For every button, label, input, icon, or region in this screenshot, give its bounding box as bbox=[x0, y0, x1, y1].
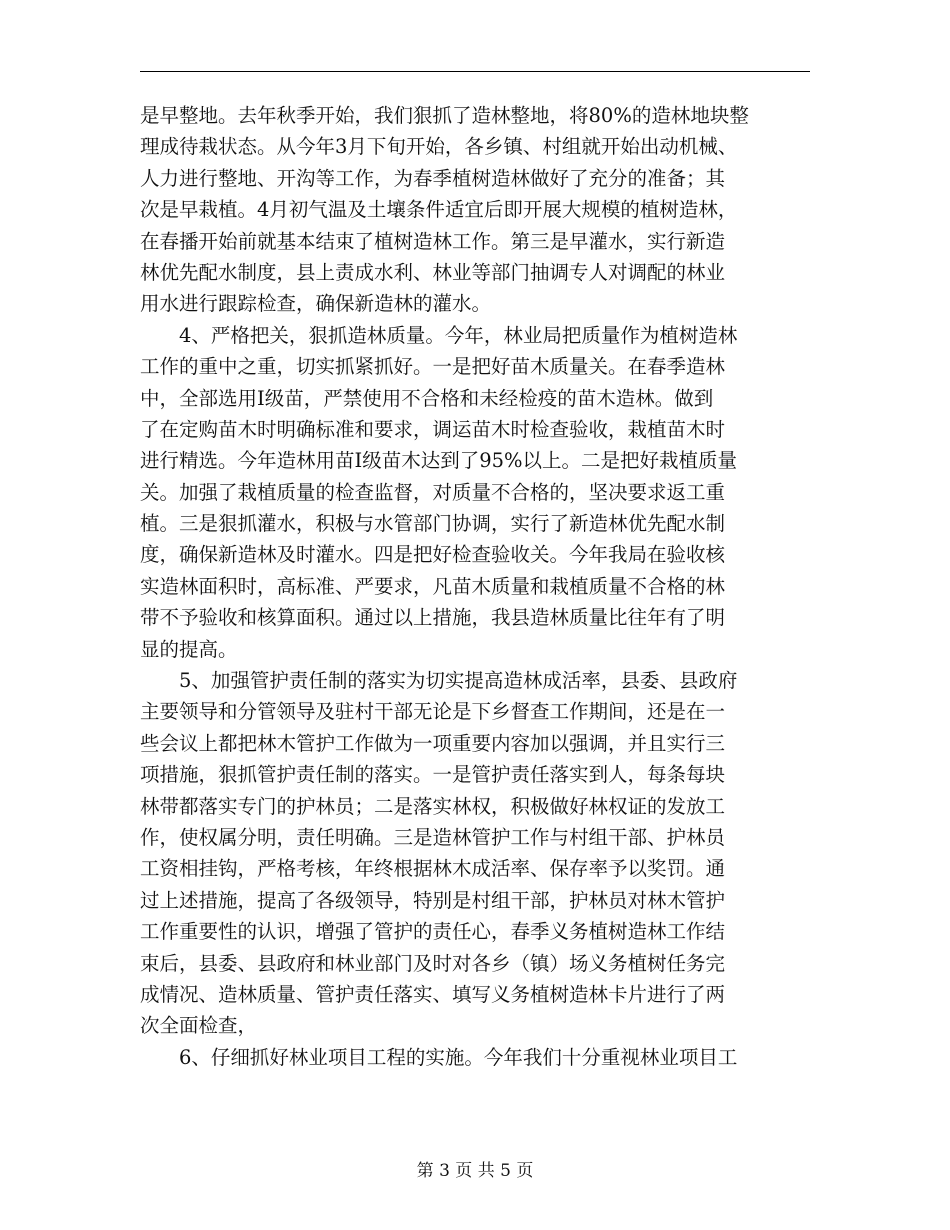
text-line: 林优先配水制度，县上责成水利、林业等部门抽调专人对调配的林业 bbox=[140, 260, 726, 284]
text-line: 中，全部选用Ⅰ级苗，严禁使用不合格和未经检疫的苗木造林。做到 bbox=[140, 386, 714, 410]
text-line: 植。三是狠抓灌水，积极与水管部门协调，实行了新造林优先配水制 bbox=[140, 512, 726, 536]
text-line: 带不予验收和核算面积。通过以上措施，我县造林质量比往年有了明 bbox=[140, 606, 726, 630]
text-line: 理成待栽状态。从今年3月下旬开始，各乡镇、村组就开始出动机械、 bbox=[140, 135, 738, 159]
page-number-footer: 第 3 页 共 5 页 bbox=[416, 1161, 534, 1181]
text-line: 用水进行跟踪检查，确保新造林的灌水。 bbox=[140, 292, 492, 316]
text-line: 束后，县委、县政府和林业部门及时对各乡（镇）场义务植树任务完 bbox=[140, 951, 726, 975]
text-line: 实造林面积时，高标准、严要求，凡苗木质量和栽植质量不合格的林 bbox=[140, 574, 726, 598]
text-line: 次全面检查， bbox=[140, 1014, 258, 1038]
text-line: 在春播开始前就基本结束了植树造林工作。第三是早灌水，实行新造 bbox=[140, 229, 726, 253]
text-line: 人力进行整地、开沟等工作，为春季植树造林做好了充分的准备；其 bbox=[140, 166, 726, 190]
text-line: 了在定购苗木时明确标准和要求，调运苗木时检查验收，栽植苗木时 bbox=[140, 417, 726, 441]
text-line: 关。加强了栽植质量的检查监督，对质量不合格的，坚决要求返工重 bbox=[140, 480, 726, 504]
text-line: 工资相挂钩，严格考核，年终根据林木成活率、保存率予以奖罚。通 bbox=[140, 857, 726, 881]
text-line: 成情况、造林质量、管护责任落实、填写义务植树造林卡片进行了两 bbox=[140, 982, 726, 1006]
text-line: 进行精选。今年造林用苗Ⅰ级苗木达到了95%以上。二是把好栽植质量 bbox=[140, 449, 738, 473]
text-line: 是早整地。去年秋季开始，我们狠抓了造林整地，将80%的造林地块整 bbox=[140, 104, 749, 127]
text-line: 项措施，狠抓管护责任制的落实。一是管护责任落实到人，每条每块 bbox=[140, 763, 726, 787]
text-line: 工作的重中之重，切实抓紧抓好。一是把好苗木质量关。在春季造林 bbox=[140, 355, 726, 379]
paragraph-start-line: 4、严格把关，狠抓造林质量。今年，林业局把质量作为植树造林 bbox=[179, 323, 738, 347]
paragraph-start-line: 5、加强管护责任制的落实为切实提高造林成活率，县委、县政府 bbox=[179, 669, 738, 693]
paragraph-start-line: 6、仔细抓好林业项目工程的实施。今年我们十分重视林业项目工 bbox=[179, 1045, 738, 1069]
text-line: 些会议上都把林木管护工作做为一项重要内容加以强调，并且实行三 bbox=[140, 731, 726, 755]
text-line: 过上述措施，提高了各级领导，特别是村组干部，护林员对林木管护 bbox=[140, 888, 726, 912]
text-line: 显的提高。 bbox=[140, 637, 238, 661]
text-line: 度，确保新造林及时灌水。四是把好检查验收关。今年我局在验收核 bbox=[140, 543, 726, 567]
text-line: 工作重要性的认识，增强了管护的责任心，春季义务植树造林工作结 bbox=[140, 920, 726, 944]
text-line: 主要领导和分管领导及驻村干部无论是下乡督查工作期间，还是在一 bbox=[140, 700, 726, 724]
body-text bbox=[140, 100, 820, 1073]
text-line: 次是早栽植。4月初气温及土壤条件适宜后即开展大规模的植树造林， bbox=[140, 198, 738, 222]
text-line: 作，使权属分明，责任明确。三是造林管护工作与村组干部、护林员 bbox=[140, 825, 726, 849]
header-rule bbox=[140, 71, 810, 72]
text-line: 林带都落实专门的护林员；二是落实林权，积极做好林权证的发放工 bbox=[140, 794, 726, 818]
